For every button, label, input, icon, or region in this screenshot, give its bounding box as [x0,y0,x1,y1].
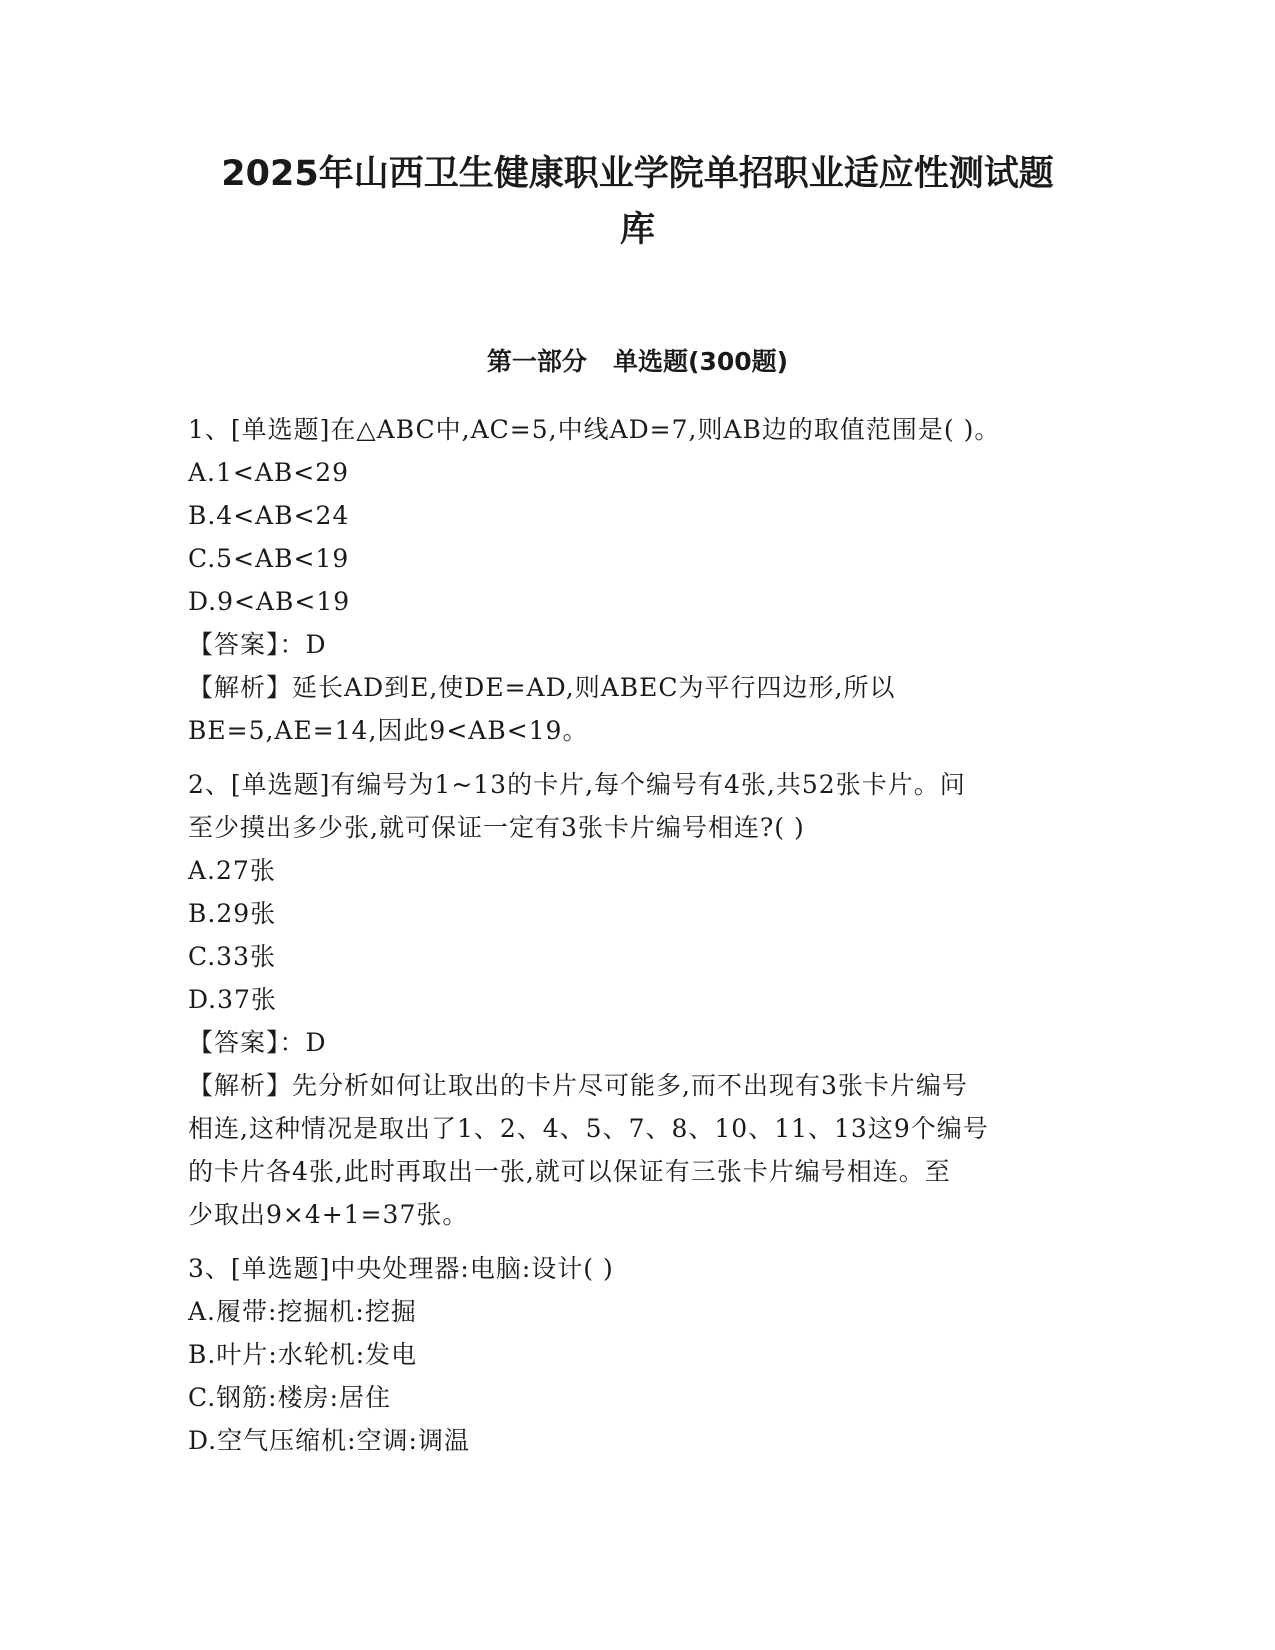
question-stem: 2、[单选题]有编号为1~13的卡片,每个编号有4张,共52张卡片。问 [188,770,966,799]
analysis-line [188,1064,1088,1107]
option-b: B.叶片:水轮机:发电 [188,1340,418,1369]
question-2 [188,763,1088,1236]
answer-value: D [305,630,327,659]
document-title-line-1: 2025年山西卫生健康职业学院单招职业适应性测试题 [221,154,1054,194]
option-c: C.5<AB<19 [188,544,350,573]
option-c: C.钢筋:楼房:居住 [188,1383,392,1412]
option-a: A.27张 [188,856,276,885]
option-d: D.空气压缩机:空调:调温 [188,1426,470,1455]
section-heading: 第一部分 单选题(300题) [486,347,789,376]
question-list [188,408,1088,1462]
question-stem: 3、[单选题]中央处理器:电脑:设计( ) [188,1254,614,1283]
analysis-text-continued: 相连,这种情况是取出了1、2、4、5、7、8、10、11、13这9个编号 [188,1114,989,1143]
document-title-line-2: 库 [619,210,655,250]
analysis-label: 【解析】 [188,673,293,702]
question-3 [188,1247,1088,1462]
question-stem-continued: 至少摸出多少张,就可保证一定有3张卡片编号相连?( ) [188,813,805,842]
option-c: C.33张 [188,942,276,971]
option-b: B.29张 [188,899,277,928]
analysis-line [188,666,1088,709]
answer-label: 【答案】： [188,1028,306,1057]
answer-label: 【答案】： [188,630,306,659]
option-d: D.37张 [188,985,277,1014]
answer-line [188,623,1088,666]
option-a: A.履带:挖掘机:挖掘 [188,1297,417,1326]
analysis-text-continued: BE=5,AE=14,因此9<AB<19。 [188,716,589,745]
question-stem: 1、[单选题]在△ABC中,AC=5,中线AD=7,则AB边的取值范围是( )。 [188,415,1001,444]
answer-line [188,1021,1088,1064]
option-d: D.9<AB<19 [188,587,351,616]
answer-value: D [305,1028,327,1057]
analysis-label: 【解析】 [188,1071,293,1100]
analysis-text-continued: 少取出9×4+1=37张。 [188,1200,469,1229]
analysis-text: 先分析如何让取出的卡片尽可能多,而不出现有3张卡片编号 [292,1071,968,1100]
question-1 [188,408,1088,752]
option-a: A.1<AB<29 [188,458,350,487]
analysis-text: 延长AD到E,使DE=AD,则ABEC为平行四边形,所以 [292,673,896,702]
option-b: B.4<AB<24 [188,501,350,530]
analysis-text-continued: 的卡片各4张,此时再取出一张,就可以保证有三张卡片编号相连。至 [188,1157,951,1186]
